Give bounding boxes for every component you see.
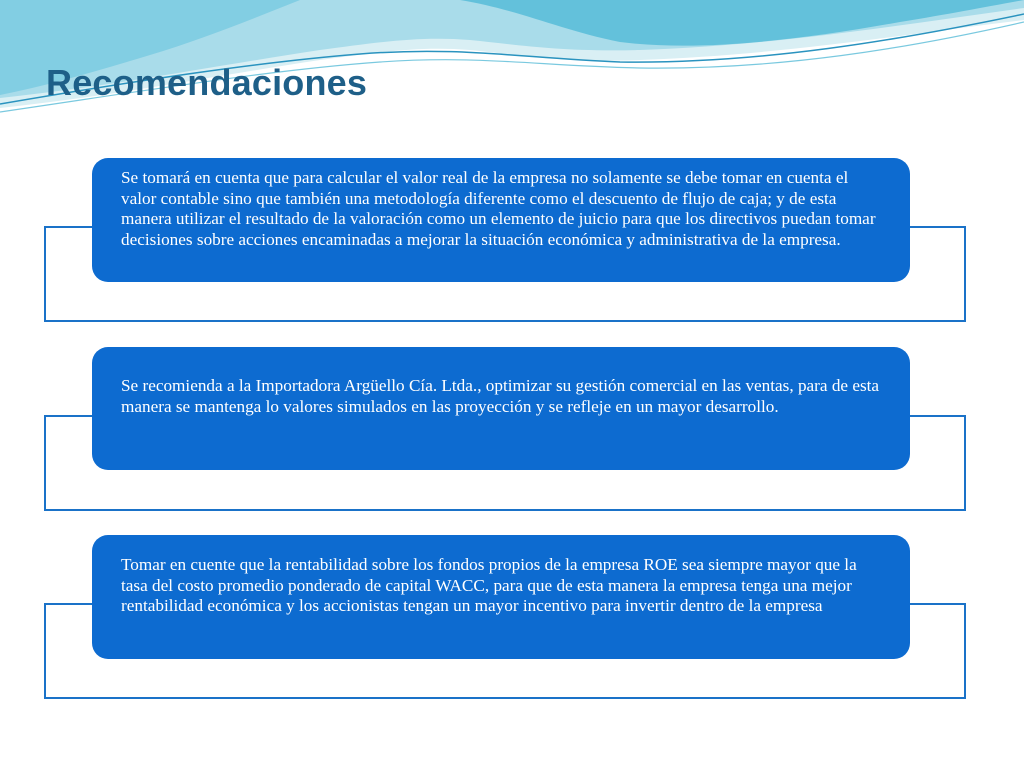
recommendation-text-3: Tomar en cuente que la rentabilidad sobre los fondos propios de la empresa ROE sea siempre mayor que la tasa del costo promedio ponderado de capital WACC, para que de esta manera la empresa tenga una mejor rentabilidad económica y los accionistas tengan un mayor incentivo para invertir dentro de la empresa <box>121 555 857 616</box>
recommendation-card-2 <box>92 347 910 470</box>
slide-title: Recomendaciones <box>46 62 368 103</box>
recommendation-text-1: Se tomará en cuenta que para calcular el valor real de la empresa no solamente se debe tomar en cuenta el valor contable sino que también una metodología diferente como el descuento de flujo de caja; y de esta manera utilizar el resultado de la valoración como un elemento de juicio para que los directivos puedan tomar decisiones sobre acciones encaminadas a mejorar la situación económica y administrativa de la empresa. <box>121 168 876 249</box>
recommendation-card-3 <box>92 535 910 659</box>
recommendation-text-2: Se recomienda a la Importadora Argüello Cía. Ltda., optimizar su gestión comercial en las ventas, para de esta manera se mantenga lo valores simulados en las proyección y se refleje en un mayor desarrollo. <box>121 376 880 416</box>
recommendation-card-1 <box>92 158 910 282</box>
